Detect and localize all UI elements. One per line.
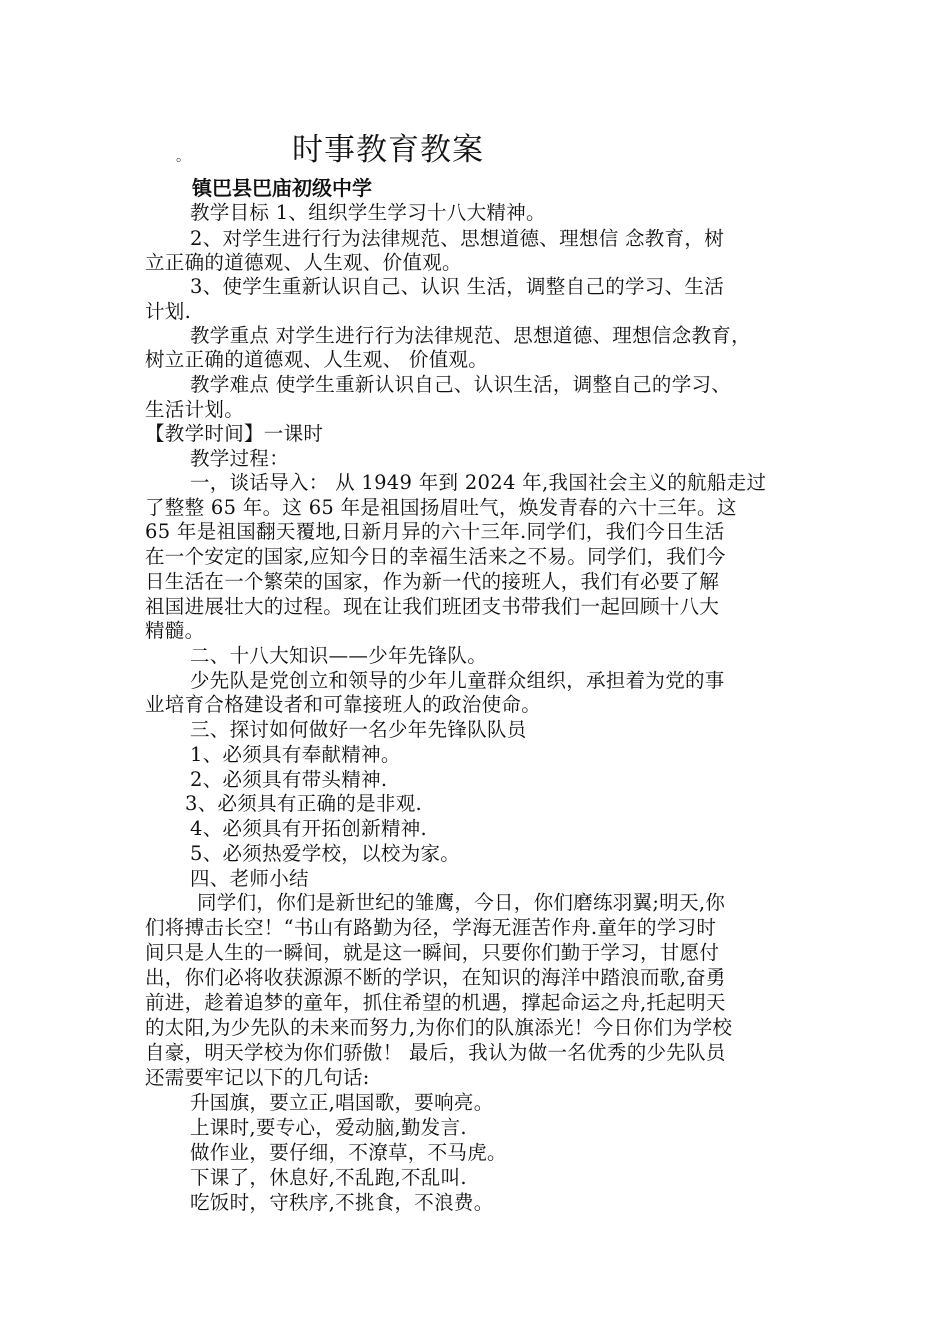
text-line: 升国旗，要立正,唱国歌，要响亮。 [190, 1091, 494, 1114]
text-line: 自豪，明天学校为你们骄傲！ 最后，我认为做一名优秀的少先队员 [145, 1041, 726, 1064]
text-line: 教学过程： [190, 447, 290, 470]
text-line: 一，谈话导入： 从 1949 年到 2024 年,我国社会主义的航船走过 [190, 471, 767, 494]
text-line: 上课时,要专心，爱动脑,勤发言. [190, 1116, 467, 1139]
text-line: 立正确的道德观、人生观、价值观。 [145, 251, 462, 274]
text-line: 吃饭时，守秩序,不挑食，不浪费。 [190, 1191, 494, 1214]
text-line: 还需要牢记以下的几句话: [145, 1066, 370, 1089]
text-line: 日生活在一个繁荣的国家，作为新一代的接班人，我们有必要了解 [145, 570, 720, 593]
text-line: 们将搏击长空！“书山有路勤为径，学海无涯苦作舟.童年的学习时 [145, 916, 717, 939]
text-line: 教学难点 使学生重新认识自己、认识生活，调整自己的学习、 [190, 373, 732, 396]
text-line: 1、必须具有奉献精神。 [190, 743, 401, 766]
text-line: 出，你们必将收获源源不断的学识，在知识的海洋中踏浪而歌,奋勇 [145, 966, 726, 989]
text-line: 下课了，休息好,不乱跑,不乱叫. [190, 1166, 467, 1189]
text-line: 前进，趁着追梦的童年，抓住希望的机遇，撑起命运之舟,托起明天 [145, 991, 726, 1014]
text-line: 教学重点 对学生进行行为法律规范、思想道德、理想信念教育， [190, 324, 751, 347]
text-line: 教学目标 1、组织学生学习十八大精神。 [190, 201, 546, 224]
text-line: 树立正确的道德观、人生观、 价值观。 [145, 348, 489, 371]
text-line: 5、必须热爱学校，以校为家。 [190, 842, 461, 865]
text-line: 二、十八大知识——少年先锋队。 [190, 644, 487, 667]
text-line: 3、必须具有正确的是非观. [185, 792, 423, 815]
header-mark: 。 [176, 149, 190, 165]
text-line: 生活计划。 [145, 398, 245, 421]
text-line: 少先队是党创立和领导的少年儿童群众组织，承担着为党的事 [190, 669, 725, 692]
text-line: 四、老师小结 [190, 867, 309, 890]
page-title: 时事教育教案 [292, 132, 484, 168]
school-name: 镇巴县巴庙初级中学 [192, 176, 372, 200]
text-line: 计划. [145, 300, 192, 323]
text-line: 2、对学生进行行为法律规范、思想道德、理想信 念教育，树 [190, 227, 725, 250]
text-line: 业培育合格建设者和可靠接班人的政治使命。 [145, 693, 542, 716]
text-line: 了整整 65 年。这 65 年是祖国扬眉吐气，焕发青春的六十三年。这 [145, 496, 737, 519]
text-line: 祖国进展壮大的过程。现在让我们班团支书带我们一起回顾十八大 [145, 595, 720, 618]
text-line: 精髓。 [145, 619, 205, 642]
text-line: 65 年是祖国翻天覆地,日新月异的六十三年.同学们，我们今日生活 [145, 520, 725, 543]
text-line: 在一个安定的国家,应知今日的幸福生活来之不易。同学们，我们今 [145, 545, 726, 568]
text-line: 4、必须具有开拓创新精神. [190, 817, 428, 840]
text-line: 3、使学生重新认识自己、认识 生活，调整自己的学习、生活 [190, 275, 725, 298]
text-line: 做作业，要仔细，不潦草，不马虎。 [190, 1141, 507, 1164]
text-line: 间只是人生的一瞬间，就是这一瞬间，只要你们勤于学习，甘愿付 [145, 941, 720, 964]
text-line: 2、必须具有带头精神. [190, 768, 388, 791]
text-line: 【教学时间】一课时 [145, 422, 324, 445]
text-line: 的太阳,为少先队的未来而努力,为你们的队旗添光！今日你们为学校 [145, 1016, 733, 1039]
text-line: 同学们，你们是新世纪的雏鹰，今日，你们磨练羽翼;明天,你 [197, 891, 726, 914]
text-line: 三、探讨如何做好一名少年先锋队队员 [190, 718, 527, 741]
